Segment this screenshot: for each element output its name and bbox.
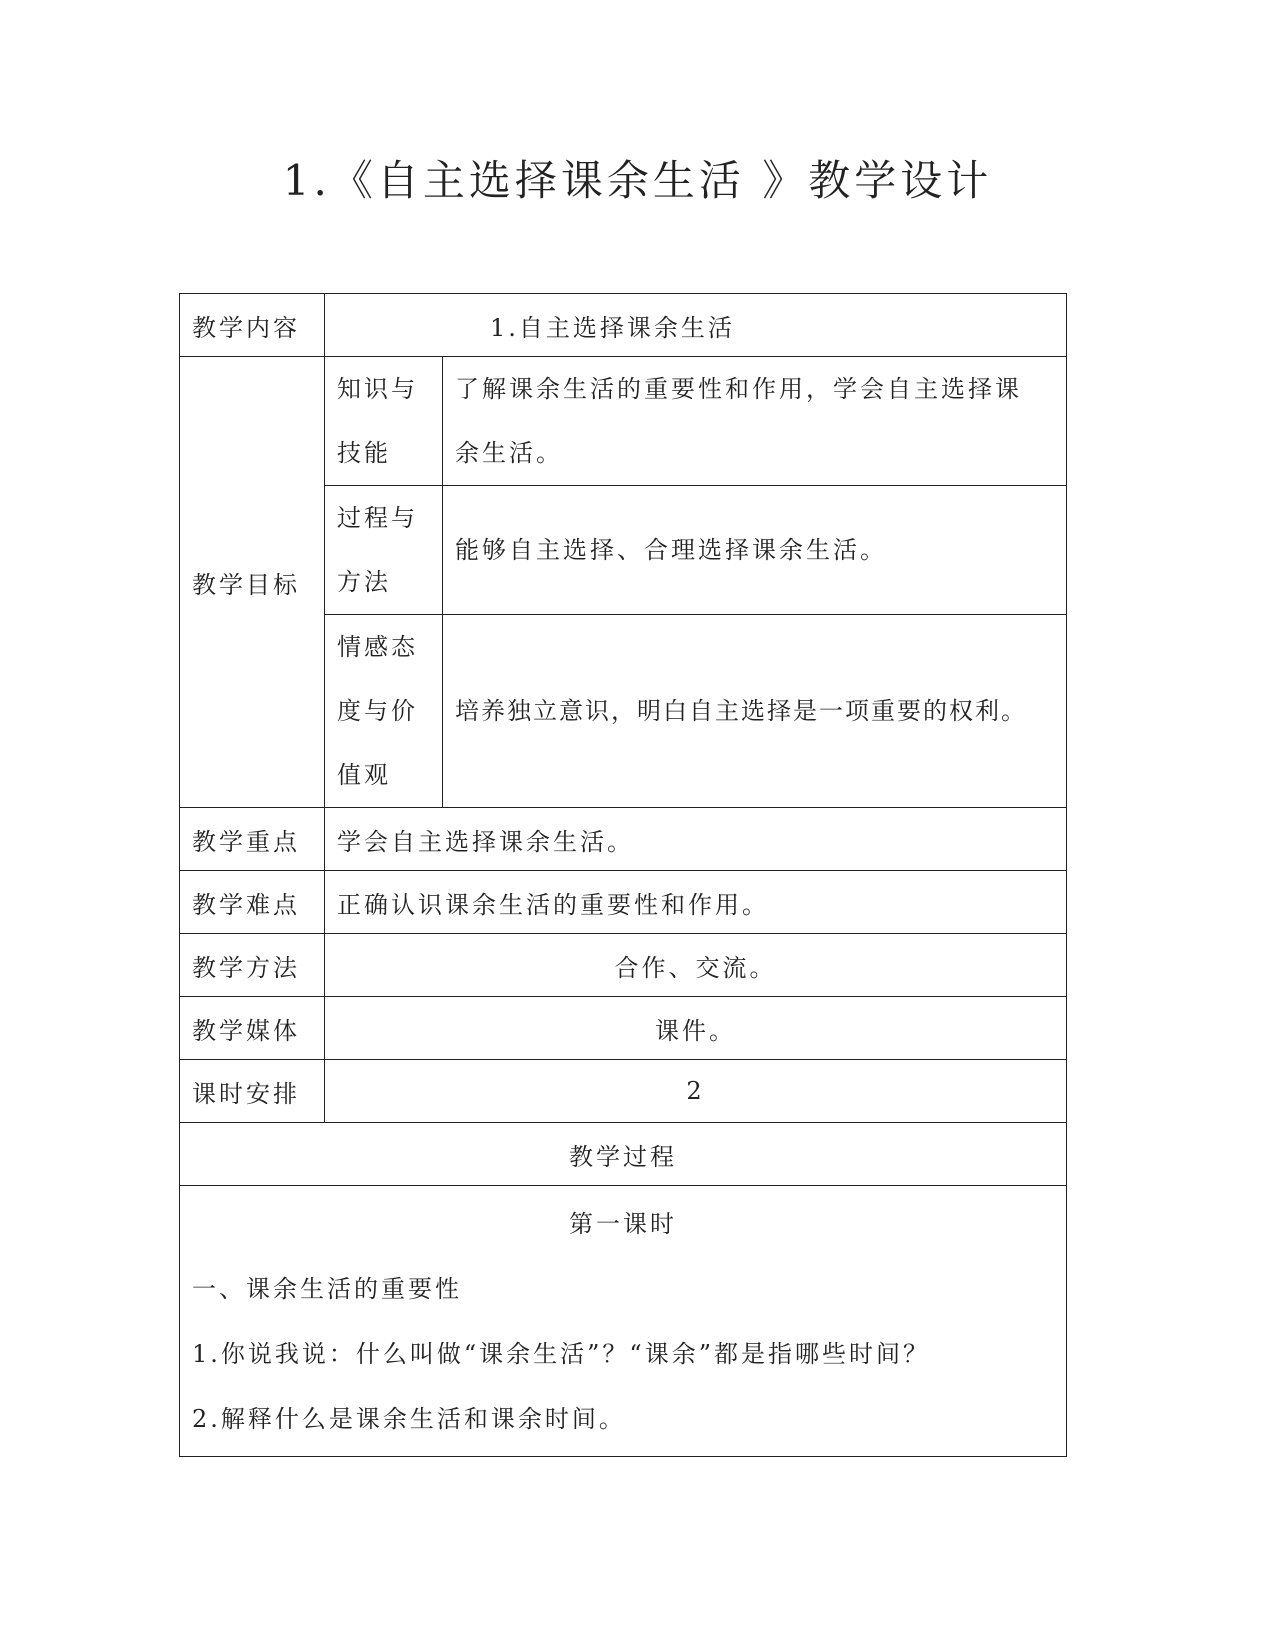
row-key-point bbox=[180, 808, 1067, 871]
goal-text-emotion: 培养独立意识，明白自主选择是一项重要的权利。 bbox=[443, 615, 1067, 808]
goal-sub-process: 过程与 方法 bbox=[325, 486, 443, 615]
label-content: 教学内容 bbox=[180, 294, 325, 357]
row-media bbox=[180, 997, 1067, 1060]
value-schedule: 2 bbox=[325, 1060, 1067, 1123]
row-content bbox=[180, 294, 1067, 357]
value-method: 合作、交流。 bbox=[325, 934, 1067, 997]
row-process-header bbox=[180, 1123, 1067, 1186]
goal-sub-knowledge: 知识与 技能 bbox=[325, 357, 443, 486]
value-difficulty: 正确认识课余生活的重要性和作用。 bbox=[325, 871, 1067, 934]
value-media: 课件。 bbox=[325, 997, 1067, 1060]
lesson-plan-table bbox=[179, 293, 1067, 1457]
label-difficulty: 教学难点 bbox=[180, 871, 325, 934]
row-process-body bbox=[180, 1186, 1067, 1457]
goal-text-knowledge: 了解课余生活的重要性和作用，学会自主选择课 余生活。 bbox=[443, 357, 1067, 486]
row-difficulty bbox=[180, 871, 1067, 934]
process-line: 1.你说我说：什么叫做“课余生活”？“课余”都是指哪些时间？ bbox=[192, 1340, 930, 1368]
value-content: 1.自主选择课余生活 bbox=[325, 294, 1067, 357]
row-goal-knowledge bbox=[180, 357, 1067, 486]
label-schedule: 课时安排 bbox=[180, 1060, 325, 1123]
label-goals: 教学目标 bbox=[180, 357, 325, 808]
row-method bbox=[180, 934, 1067, 997]
value-key-point: 学会自主选择课余生活。 bbox=[325, 808, 1067, 871]
process-line: 一、课余生活的重要性 bbox=[192, 1275, 462, 1303]
goal-sub-emotion: 情感态 度与价 值观 bbox=[325, 615, 443, 808]
process-header: 教学过程 bbox=[180, 1123, 1067, 1186]
process-body bbox=[180, 1186, 1067, 1457]
label-media: 教学媒体 bbox=[180, 997, 325, 1060]
process-line: 2.解释什么是课余生活和课余时间。 bbox=[192, 1405, 626, 1433]
row-schedule bbox=[180, 1060, 1067, 1123]
lesson-heading: 第一课时 bbox=[569, 1210, 677, 1238]
page-title: 1.《自主选择课余生活 》教学设计 bbox=[282, 156, 993, 205]
goal-text-process: 能够自主选择、合理选择课余生活。 bbox=[443, 486, 1067, 615]
label-method: 教学方法 bbox=[180, 934, 325, 997]
label-key-point: 教学重点 bbox=[180, 808, 325, 871]
